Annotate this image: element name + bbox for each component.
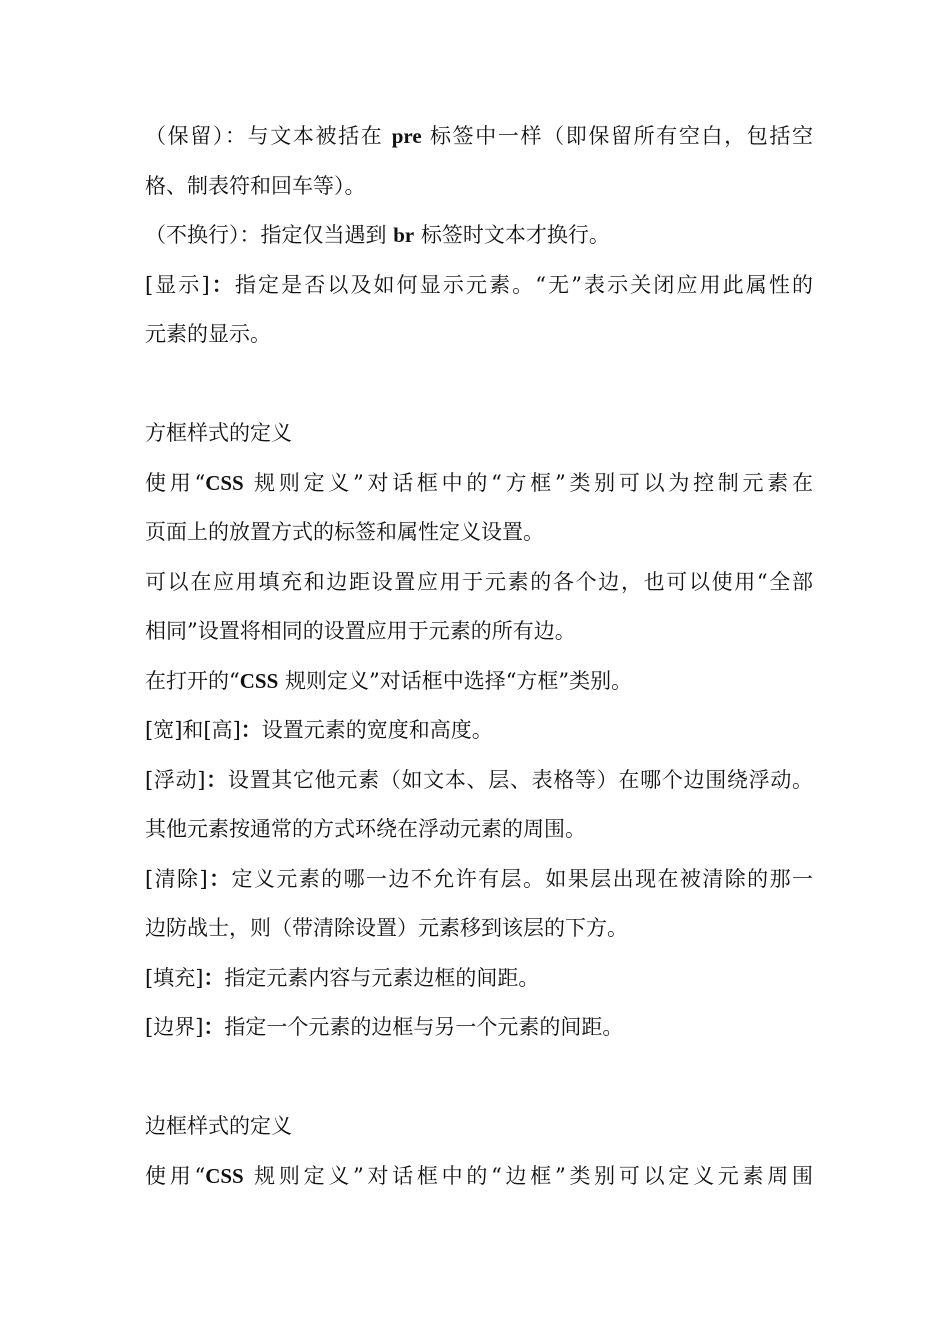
text-segment: [宽]和[高] (145, 718, 241, 742)
text-segment: 设置元素的宽度和高度。 (261, 718, 493, 742)
text-segment: 指定元素内容与元素边框的间距。 (224, 965, 540, 990)
document-body (145, 112, 813, 1201)
text-line (145, 607, 813, 657)
text-segment: 可以在应用填充和边距设置应用于元素的各个边，也可以使用“全部 (145, 569, 813, 594)
text-segment: 使用“ (145, 470, 206, 495)
text-line (145, 558, 813, 608)
text-line (145, 508, 813, 558)
text-line (145, 310, 813, 360)
text-segment: 元素的显示。 (145, 322, 271, 346)
bold-text-segment: ： (240, 718, 262, 742)
text-segment: 相同”设置将相同的设置应用于元素的所有边。 (145, 619, 576, 643)
text-line (145, 1102, 813, 1152)
text-segment: 格、制表符和回车等）。 (145, 173, 366, 198)
blank-line (145, 1053, 813, 1103)
text-line (145, 904, 813, 954)
bold-text-segment: pre (391, 124, 422, 148)
text-line (145, 409, 813, 459)
bold-text-segment: CSS (205, 1163, 244, 1188)
blank-line (145, 360, 813, 410)
text-segment: 设置其它他元素（如文本、层、表格等）在哪个边围绕浮动。 (227, 767, 814, 792)
bold-text-segment: ： (203, 965, 225, 990)
text-line (145, 706, 813, 756)
text-line (145, 261, 813, 311)
bold-text-segment: br (393, 223, 415, 247)
bold-text-segment: ： (209, 272, 235, 297)
text-segment: 其他元素按通常的方式环绕在浮动元素的周围。 (145, 817, 586, 841)
text-segment: [边界] (145, 1015, 204, 1039)
text-line (145, 162, 813, 212)
text-line (145, 855, 813, 905)
bold-text-segment: ： (205, 767, 228, 792)
text-segment: [浮动] (145, 767, 206, 792)
text-segment: 在打开的“ (145, 668, 240, 693)
text-segment: 方框样式的定义 (145, 421, 292, 445)
text-segment: 规则定义”对话框中选择“方框”类别。 (278, 668, 633, 693)
text-segment: 标签时文本才换行。 (414, 223, 610, 247)
text-line (145, 657, 813, 707)
text-segment: （保留）：与文本被括在 (145, 124, 392, 148)
text-segment: 边框样式的定义 (145, 1114, 292, 1138)
text-line (145, 211, 813, 261)
text-segment: 标签中一样（即保留所有空白，包括空 (421, 124, 813, 148)
text-line (145, 954, 813, 1004)
text-segment: 规则定义”对话框中的“方框”类别可以为控制元素在 (243, 470, 813, 495)
text-line (145, 459, 813, 509)
text-segment: 规则定义”对话框中的“边框”类别可以定义元素周围 (243, 1163, 813, 1188)
text-segment: [显示] (145, 272, 210, 297)
text-segment: 边防战士，则（带清除设置）元素移到该层的下方。 (145, 916, 628, 940)
bold-text-segment: ： (203, 1015, 225, 1039)
text-segment: [清除] (145, 866, 208, 891)
text-segment: 定义元素的哪一边不允许有层。如果层出现在被清除的那一 (231, 866, 814, 891)
text-line (145, 756, 813, 806)
text-segment: 指定一个元素的边框与另一个元素的间距。 (224, 1015, 624, 1039)
text-line (145, 112, 813, 162)
text-line (145, 1152, 813, 1202)
bold-text-segment: CSS (239, 668, 279, 693)
bold-text-segment: ： (207, 866, 232, 891)
text-segment: [填充] (145, 965, 204, 990)
text-segment: 指定是否以及如何显示元素。“无”表示关闭应用此属性的 (234, 272, 813, 297)
text-segment: 使用“ (145, 1163, 206, 1188)
text-segment: 页面上的放置方式的标签和属性定义设置。 (145, 520, 544, 544)
text-line (145, 1003, 813, 1053)
text-segment: （不换行）：指定仅当遇到 (145, 223, 394, 247)
text-line (145, 805, 813, 855)
bold-text-segment: CSS (205, 470, 244, 495)
